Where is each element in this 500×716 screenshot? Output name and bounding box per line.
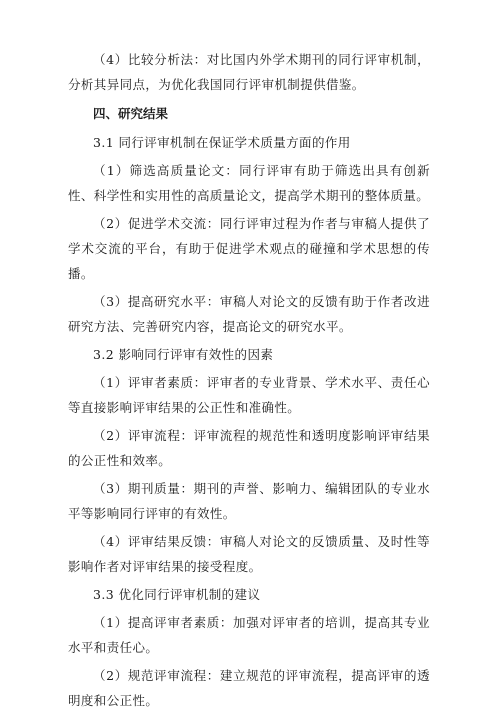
paragraph-3-2-4: （4）评审结果反馈：审稿人对论文的反馈质量、及时性等影响作者对评审结果的接受程度。: [68, 534, 430, 574]
paragraph-3-1-2: （2）促进学术交流：同行评审过程为作者与审稿人提供了学术交流的平台，有助于促进学术观点的碰撞和学术思想的传播。: [68, 216, 430, 281]
subsection-3-3-title: 3.3 优化同行评审机制的建议: [93, 587, 261, 602]
paragraph-3-3-1: （1）提高评审者素质：加强对评审者的培训，提高其专业水平和责任心。: [68, 615, 430, 655]
document-page: [68, 47, 430, 716]
paragraph-3-1-3: （3）提高研究水平：审稿人对论文的反馈有助于作者改进研究方法、完善研究内容，提高论文的研究水平。: [68, 294, 430, 334]
section-heading-results: 四、研究结果: [93, 106, 169, 121]
paragraph-3-2-2: （2）评审流程：评审流程的规范性和透明度影响评审结果的公正性和效率。: [68, 428, 430, 468]
paragraph-3-1-1: （1）筛选高质量论文：同行评审有助于筛选出具有创新性、科学性和实用性的高质量论文，提高学术期刊的整体质量。: [68, 163, 430, 203]
paragraph-3-2-1: （1）评审者素质：评审者的专业背景、学术水平、责任心等直接影响评审结果的公正性和准确性。: [68, 375, 430, 415]
paragraph-3-3-2: （2）规范评审流程：建立规范的评审流程，提高评审的透明度和公正性。: [68, 668, 430, 708]
subsection-3-2-title: 3.2 影响同行评审有效性的因素: [93, 347, 274, 362]
subsection-3-1-title: 3.1 同行评审机制在保证学术质量方面的作用: [93, 135, 351, 150]
paragraph-3-2-3: （3）期刊质量：期刊的声誉、影响力、编辑团队的专业水平等影响同行评审的有效性。: [68, 481, 430, 521]
paragraph-comparative-analysis: （4）比较分析法：对比国内外学术期刊的同行评审机制，分析其异同点，为优化我国同行评审机制提供借鉴。: [68, 52, 430, 92]
